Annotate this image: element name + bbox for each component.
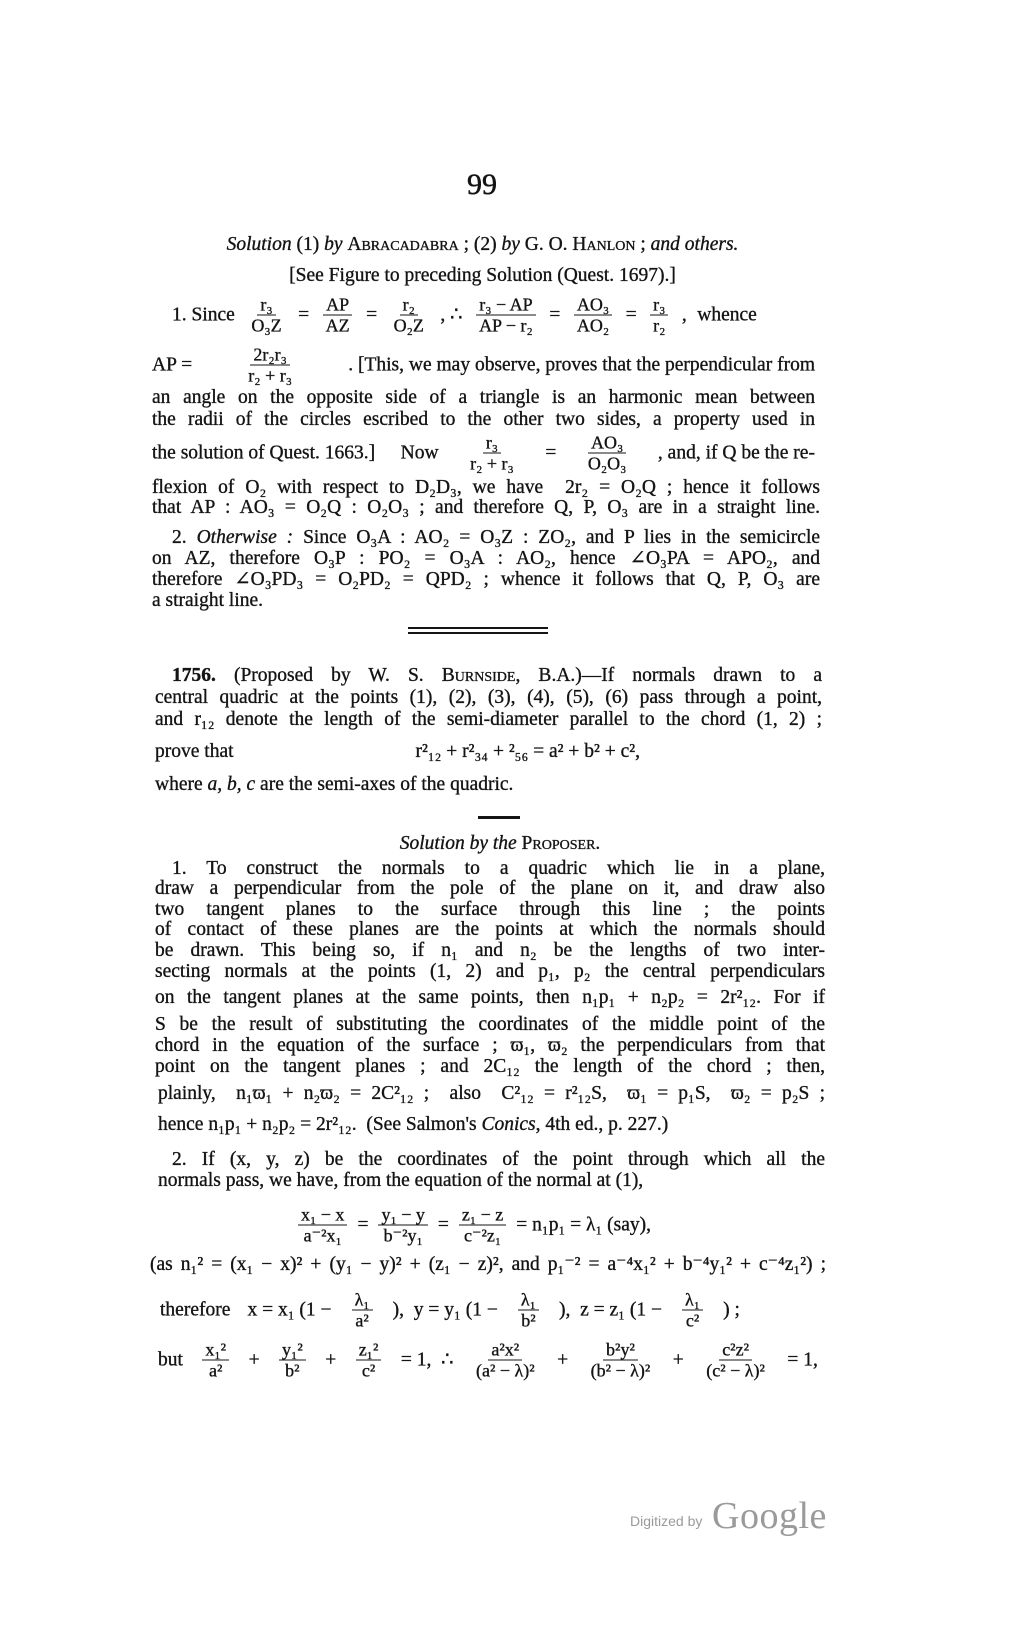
- text-line: [158, 1170, 825, 1192]
- small-caps-name: Hanlon: [572, 234, 636, 255]
- text-line: [172, 665, 822, 687]
- numerator: a²x²: [488, 1340, 522, 1361]
- numerator: c²z²: [719, 1340, 752, 1361]
- denominator: O₂Z: [393, 315, 424, 336]
- denominator: AZ: [325, 315, 350, 336]
- small-caps-name: Proposer.: [521, 833, 601, 854]
- digitized-by-label: Digitized by: [630, 1513, 703, 1529]
- fraction: [356, 1340, 382, 1381]
- text-run: flexion of O₂ with respect to D₂D₃, we have 2r₂ = O₂Q ; hence it follows: [152, 477, 820, 498]
- numerator: r₂: [400, 295, 418, 316]
- numerator: r₃: [650, 295, 668, 316]
- text-run: = n₁p₁ = λ₁ (say),: [516, 1214, 651, 1235]
- text-run: 1. To construct the normals to a quadric which lie in a plane,: [172, 858, 825, 879]
- text-run: . [This, we may observe, proves that the perpendicular from: [348, 354, 815, 375]
- text-line: [152, 345, 815, 386]
- italic-text: and others.: [650, 234, 739, 255]
- text-run: +: [325, 1349, 337, 1370]
- fraction: [245, 345, 295, 386]
- fraction: [588, 1340, 654, 1381]
- text-run: ) ;: [723, 1299, 740, 1320]
- text-line: [152, 497, 820, 519]
- text-line: [155, 741, 640, 763]
- text-run: point on the tangent planes ; and 2C₁₂ the length of the chord ; then,: [155, 1056, 825, 1077]
- text-line: [152, 477, 820, 499]
- text-run: =: [625, 304, 637, 325]
- text-run: but: [158, 1349, 183, 1370]
- denominator: O₃Z: [251, 315, 282, 336]
- numerator: y₁ − y: [378, 1205, 427, 1226]
- text-run: +: [672, 1349, 684, 1370]
- denominator: r₂ + r₃: [470, 453, 514, 474]
- text-line: [155, 878, 825, 900]
- text-run: =: [549, 304, 561, 325]
- text-run: draw a perpendicular from the pole of the plane on it, and draw also: [155, 878, 825, 899]
- text-run: (as n₁² = (x₁ − x)² + (y₁ − y)² + (z₁ − z)², and p₁⁻² = a⁻⁴x₁² + b⁻⁴y₁² + c⁻⁴z₁²) ;: [150, 1254, 826, 1275]
- denominator: b⁻²y₁: [383, 1225, 423, 1246]
- text-line: [152, 387, 815, 409]
- text-run: (Proposed by W. S.: [215, 665, 442, 686]
- text-run: a straight line.: [152, 590, 264, 611]
- fraction: [279, 1340, 306, 1381]
- numerator: λ₁: [518, 1290, 539, 1311]
- denominator: b²: [521, 1310, 536, 1331]
- text-run: = 1, ∴: [400, 1349, 454, 1370]
- fraction: [378, 1205, 427, 1246]
- text-run: G. O.: [519, 234, 573, 255]
- text-run: , B.A.)—If normals drawn to a: [515, 665, 823, 686]
- text-line: [160, 1290, 740, 1331]
- text-run: central quadric at the points (1), (2), (3), (4), (5), (6) pass through a point,: [155, 687, 822, 708]
- text-run: two tangent planes to the surface through this line ; the points: [155, 899, 825, 920]
- page-number: 99: [467, 168, 497, 201]
- text-line: [152, 569, 820, 591]
- text-line: [150, 265, 815, 287]
- fraction: [682, 1290, 703, 1331]
- text-line: [172, 527, 820, 549]
- numerator: x₁ − x: [298, 1205, 347, 1226]
- numerator: z₁ − z: [459, 1205, 506, 1226]
- fraction: [703, 1340, 768, 1381]
- numerator: AP: [323, 295, 352, 316]
- denominator: r₂ + r₃: [248, 365, 292, 386]
- small-caps-name: Burnside: [441, 665, 516, 686]
- google-logo: Google: [712, 1495, 827, 1537]
- denominator: O₂O₃: [587, 453, 627, 474]
- bold-number: 1756.: [172, 665, 216, 686]
- text-run: =: [545, 442, 557, 463]
- italic-text: Solution: [226, 234, 292, 255]
- fraction: [467, 433, 517, 474]
- numerator: AO₃: [574, 295, 612, 316]
- italic-text: Conics: [481, 1114, 536, 1135]
- numerator: z₁²: [356, 1340, 382, 1361]
- text-line: [172, 858, 825, 880]
- denominator: b²: [285, 1360, 300, 1381]
- text-run: ;: [635, 234, 651, 255]
- text-run: of contact of these planes are the points at which the normals should: [155, 919, 825, 940]
- text-run: 2.: [172, 527, 197, 548]
- text-run: hence n₁p₁ + n₂p₂ = 2r²₁₂. (See Salmon's: [158, 1114, 482, 1135]
- text-line: [150, 1254, 826, 1276]
- text-run: on the tangent planes at the same points, then n₁p₁ + n₂p₂ = 2r²₁₂. For if: [155, 987, 825, 1008]
- text-line: [155, 709, 822, 731]
- text-run: are the semi-axes of the quadric.: [255, 774, 514, 795]
- denominator: a⁻²x₁: [303, 1225, 342, 1246]
- text-run: whence: [697, 304, 757, 325]
- fraction: [202, 1340, 229, 1381]
- text-run: the solution of Quest. 1663.]: [152, 442, 376, 463]
- text-run: ), z = z₁ (1 −: [559, 1299, 662, 1320]
- italic-text: by: [324, 234, 343, 255]
- italic-text: Otherwise :: [196, 527, 294, 548]
- fraction: [248, 295, 284, 336]
- text-line: [155, 1056, 825, 1078]
- text-line: [158, 1340, 818, 1381]
- denominator: (c² − λ)²: [706, 1360, 765, 1381]
- denominator: (a² − λ)²: [475, 1360, 535, 1381]
- italic-text: a, b, c: [207, 774, 256, 795]
- text-line: [155, 899, 825, 921]
- text-line: [158, 1114, 825, 1136]
- fraction: [459, 1205, 506, 1246]
- fraction: [352, 1290, 373, 1331]
- fraction: [391, 295, 427, 336]
- text-run: an angle on the opposite side of a triangle is an harmonic mean between: [152, 387, 815, 408]
- fraction: [476, 295, 536, 336]
- text-run: the radii of the circles escribed to the other two sides, a property used in: [152, 409, 815, 430]
- text-line: [155, 987, 825, 1009]
- text-run: 2. If (x, y, z) be the coordinates of the point through which all the: [172, 1149, 825, 1170]
- text-run: =: [298, 304, 310, 325]
- text-run: =: [437, 1214, 449, 1235]
- text-run: be drawn. This being so, if n₁ and n₂ be the lengths of two inter-: [155, 940, 825, 961]
- denominator: r₂: [653, 315, 666, 336]
- text-run: = 1,: [787, 1349, 818, 1370]
- text-run: on AZ, therefore O₃P : PO₂ = O₃A : AO₂, hence ∠O₃PA = APO₂, and: [152, 548, 820, 569]
- text-run: ; (2): [458, 234, 502, 255]
- numerator: y₁²: [279, 1340, 306, 1361]
- text-run: that AP : AO₃ = O₂Q : O₂O₃ ; and therefore Q, P, O₃ are in a straight line.: [152, 497, 820, 518]
- text-line: [150, 833, 850, 855]
- section-rule: [478, 816, 520, 819]
- double-rule-bottom: [408, 632, 548, 634]
- text-line: [155, 919, 825, 941]
- fraction: [585, 433, 630, 474]
- double-rule-top: [408, 627, 548, 629]
- denominator: (b² − λ)²: [590, 1360, 651, 1381]
- numerator: x₁²: [202, 1340, 229, 1361]
- text-line: [172, 295, 757, 336]
- text-run: [See Figure to preceding Solution (Quest. 1697).]: [289, 265, 676, 286]
- fraction: [323, 295, 353, 336]
- denominator: AP − r₂: [479, 315, 533, 336]
- denominator: AO₂: [576, 315, 610, 336]
- denominator: a²: [209, 1360, 223, 1381]
- numerator: 2r₂r₃: [250, 345, 290, 366]
- fraction: [650, 295, 668, 336]
- denominator: a²: [355, 1310, 369, 1331]
- numerator: r₃: [483, 433, 501, 454]
- numerator: b²y²: [603, 1340, 638, 1361]
- fraction: [298, 1205, 347, 1246]
- text-run: =: [366, 304, 378, 325]
- text-line: [155, 687, 822, 709]
- text-run: (1): [291, 234, 325, 255]
- text-run: S be the result of substituting the coordinates of the middle point of the: [155, 1014, 825, 1035]
- text-run: =: [357, 1214, 369, 1235]
- text-line: [155, 1014, 825, 1036]
- text-run: +: [557, 1349, 569, 1370]
- text-run: and r₁₂ denote the length of the semi-diameter parallel to the chord (1, 2) ;: [155, 709, 822, 730]
- numerator: r₃: [257, 295, 275, 316]
- text-line: [155, 961, 825, 983]
- text-run: normals pass, we have, from the equation of the normal at (1),: [158, 1170, 644, 1191]
- text-run: therefore: [160, 1299, 231, 1320]
- denominator: c⁻²z₁: [464, 1225, 502, 1246]
- text-run: , 4th ed., p. 227.): [535, 1114, 669, 1135]
- italic-text: by: [501, 234, 520, 255]
- text-run: therefore ∠O₃PD₃ = O₂PD₂ = QPD₂ ; whence it follows that Q, P, O₃ are: [152, 569, 820, 590]
- text-run: +: [248, 1349, 260, 1370]
- text-run: secting normals at the points (1, 2) and p₁, p₂ the central perpendiculars: [155, 961, 825, 982]
- text-line: [152, 409, 815, 431]
- numerator: r₃ − AP: [476, 295, 535, 316]
- text-line: [155, 1035, 825, 1057]
- text-run: AP =: [152, 354, 193, 375]
- text-line: [295, 1205, 700, 1246]
- text-line: [155, 940, 825, 962]
- text-line: [150, 234, 815, 256]
- text-line: [152, 433, 815, 474]
- text-run: r²₁₂ + r²₃₄ + ²₅₆ = a² + b² + c²,: [415, 741, 640, 762]
- text-run: Now: [400, 442, 439, 463]
- text-line: [158, 1083, 825, 1105]
- numerator: AO₃: [588, 433, 626, 454]
- text-line: [152, 548, 820, 570]
- text-run: ), y = y₁ (1 −: [392, 1299, 498, 1320]
- text-line: [155, 774, 822, 796]
- text-run: 1. Since: [172, 304, 235, 325]
- numerator: λ₁: [352, 1290, 373, 1311]
- denominator: c²: [685, 1310, 700, 1331]
- text-run: Since O₃A : AO₂ = O₃Z : ZO₂, and P lies in the semicircle: [293, 527, 821, 548]
- text-run: where: [155, 774, 208, 795]
- text-run: prove that: [155, 741, 234, 762]
- small-caps-name: Abracadabra: [347, 234, 459, 255]
- text-run: , and, if Q be the re-: [657, 442, 815, 463]
- text-run: , ∴: [440, 304, 463, 325]
- text-line: [152, 590, 820, 612]
- text-run: chord in the equation of the surface ; ϖ₁, ϖ₂ the perpendiculars from that: [155, 1035, 825, 1056]
- fraction: [574, 295, 612, 336]
- fraction: [473, 1340, 538, 1381]
- fraction: [518, 1290, 539, 1331]
- text-run: x = x₁ (1 −: [247, 1299, 332, 1320]
- denominator: c²: [361, 1360, 376, 1381]
- italic-text: Solution by the: [399, 833, 517, 854]
- text-run: ,: [681, 304, 687, 325]
- text-line: [172, 1149, 825, 1171]
- numerator: λ₁: [682, 1290, 703, 1311]
- text-run: plainly, n₁ϖ₁ + n₂ϖ₂ = 2C²₁₂ ; also C²₁₂ = r²₁₂S, ϖ₁ = p₁S, ϖ₂ = p₂S ;: [158, 1083, 825, 1104]
